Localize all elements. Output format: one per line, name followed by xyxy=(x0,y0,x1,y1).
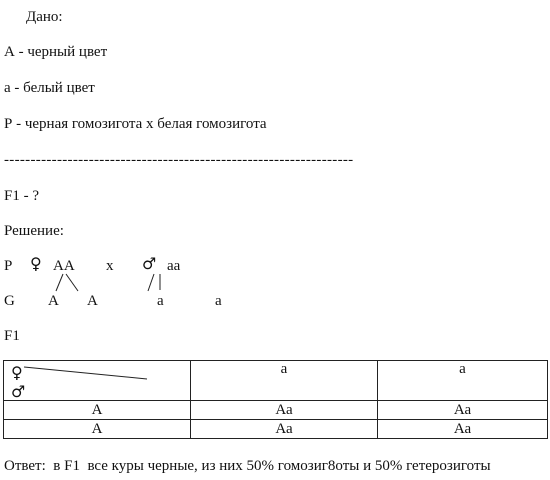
cross-sign: х xyxy=(106,258,114,274)
p-label: Р xyxy=(4,258,13,274)
g-label: G xyxy=(4,293,15,309)
corner-diagonal xyxy=(4,361,190,400)
given-dominant-allele: А - черный цвет xyxy=(4,44,108,60)
question: F1 - ? xyxy=(4,188,39,204)
female-symbol-icon: ♀ xyxy=(30,254,42,273)
f1-label: F1 xyxy=(4,328,20,344)
gamete-female-2: А xyxy=(87,293,98,309)
solution-title: Решение: xyxy=(4,223,64,239)
row-gamete: А xyxy=(4,401,191,420)
given-recessive-allele: а - белый цвет xyxy=(4,80,95,96)
male-symbol-icon: ♂ xyxy=(142,254,157,273)
gamete-line-male-1 xyxy=(148,274,154,291)
given-title: Дано: xyxy=(26,9,63,25)
gamete-male-1: а xyxy=(157,293,164,309)
gamete-line-female-2 xyxy=(66,274,78,291)
given-parents: Р - черная гомозигота х белая гомозигота xyxy=(4,116,267,132)
female-symbol-icon: ♀ xyxy=(11,363,23,382)
male-genotype: аа xyxy=(167,258,181,274)
punnett-square xyxy=(3,360,548,439)
offspring-cell: Аа xyxy=(191,420,378,439)
table-row xyxy=(4,420,548,439)
gamete-male-2: а xyxy=(215,293,222,309)
offspring-cell: Аа xyxy=(378,420,548,439)
row-gamete: А xyxy=(4,420,191,439)
offspring-cell: Аа xyxy=(191,401,378,420)
col-header-1: а xyxy=(191,361,378,401)
col-header-2: а xyxy=(378,361,548,401)
answer-text: Ответ: в F1 все куры черные, из них 50% гомозиг8оты и 50% гетерозиготы xyxy=(4,458,491,474)
female-genotype: АА xyxy=(53,258,75,274)
punnett-header-row xyxy=(4,361,548,401)
male-symbol-icon: ♂ xyxy=(11,382,26,401)
table-row xyxy=(4,401,548,420)
separator-line: ------------------------------------------------------------------ xyxy=(4,152,354,168)
offspring-cell: Аа xyxy=(378,401,548,420)
gamete-female-1: А xyxy=(48,293,59,309)
gamete-line-female-1 xyxy=(56,274,63,291)
punnett-corner-cell xyxy=(4,361,191,401)
